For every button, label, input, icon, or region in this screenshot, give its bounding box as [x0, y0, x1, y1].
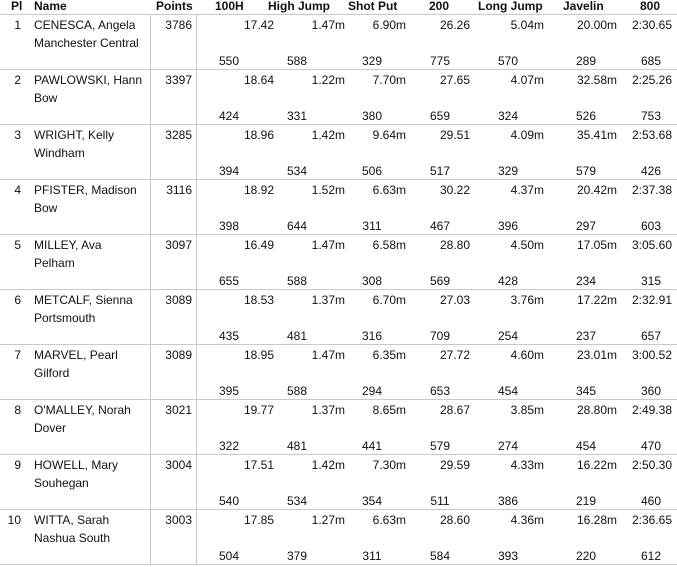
- score-high-jump: 534: [286, 164, 308, 178]
- score-long-jump: 428: [497, 274, 519, 288]
- score-high-jump: 331: [286, 109, 308, 123]
- column-divider: [196, 345, 197, 399]
- score-javelin: 345: [575, 384, 597, 398]
- place: 1: [14, 18, 21, 32]
- score-shot-put: 354: [361, 494, 383, 508]
- mark-800: 2:53.68: [631, 128, 672, 142]
- mark-shot-put: 6.70m: [372, 293, 406, 307]
- table-row: [0, 289, 677, 344]
- row-divider: [0, 344, 677, 345]
- score-high-jump: 481: [286, 439, 308, 453]
- score-100h: 398: [218, 219, 240, 233]
- score-100h: 424: [218, 109, 240, 123]
- score-javelin: 454: [575, 439, 597, 453]
- team-name: Nashua South: [34, 531, 111, 545]
- mark-800: 2:50.30: [631, 458, 672, 472]
- row-divider: [0, 454, 677, 455]
- mark-javelin: 17.05m: [576, 238, 617, 252]
- mark-high-jump: 1.42m: [311, 458, 345, 472]
- mark-shot-put: 7.70m: [372, 73, 406, 87]
- column-divider: [150, 290, 151, 344]
- column-divider: [196, 125, 197, 179]
- mark-800: 3:00.52: [631, 348, 672, 362]
- header-100h: 100H: [215, 0, 244, 13]
- score-200: 775: [429, 54, 451, 68]
- header-javelin: Javelin: [563, 0, 604, 13]
- score-200: 467: [429, 219, 451, 233]
- place: 2: [14, 73, 21, 87]
- score-long-jump: 324: [497, 109, 519, 123]
- athlete-name: O'MALLEY, Norah: [34, 403, 131, 417]
- place: 7: [14, 348, 21, 362]
- score-100h: 655: [218, 274, 240, 288]
- score-javelin: 289: [575, 54, 597, 68]
- score-javelin: 579: [575, 164, 597, 178]
- score-javelin: 526: [575, 109, 597, 123]
- row-divider: [0, 234, 677, 235]
- mark-200: 28.80: [439, 238, 470, 252]
- mark-long-jump: 4.50m: [510, 238, 544, 252]
- mark-long-jump: 4.07m: [510, 73, 544, 87]
- team-name: Souhegan: [34, 476, 89, 490]
- score-long-jump: 274: [497, 439, 519, 453]
- mark-high-jump: 1.52m: [311, 183, 345, 197]
- score-800: 685: [640, 54, 662, 68]
- points: 3003: [165, 513, 192, 527]
- score-shot-put: 294: [361, 384, 383, 398]
- table-row: [0, 69, 677, 124]
- mark-long-jump: 4.09m: [510, 128, 544, 142]
- place: 9: [14, 458, 21, 472]
- score-shot-put: 311: [362, 219, 382, 233]
- table-row: [0, 124, 677, 179]
- place: 4: [14, 183, 21, 197]
- score-shot-put: 506: [361, 164, 383, 178]
- mark-javelin: 23.01m: [576, 348, 617, 362]
- score-long-jump: 454: [497, 384, 519, 398]
- athlete-name: PAWLOWSKI, Hann: [34, 73, 143, 87]
- mark-200: 27.65: [439, 73, 470, 87]
- mark-long-jump: 4.33m: [510, 458, 544, 472]
- score-100h: 395: [218, 384, 240, 398]
- row-divider: [0, 124, 677, 125]
- mark-shot-put: 6.58m: [372, 238, 406, 252]
- mark-800: 3:05.60: [631, 238, 672, 252]
- mark-100h: 19.77: [243, 403, 274, 417]
- mark-200: 30.22: [439, 183, 470, 197]
- mark-high-jump: 1.42m: [311, 128, 345, 142]
- score-long-jump: 329: [497, 164, 519, 178]
- table-row: [0, 14, 677, 69]
- row-divider: [0, 564, 677, 565]
- score-800: 603: [640, 219, 662, 233]
- column-divider: [150, 70, 151, 124]
- header-long-jump: Long Jump: [478, 0, 543, 13]
- team-name: Manchester Central: [34, 36, 139, 50]
- mark-long-jump: 4.36m: [510, 513, 544, 527]
- column-divider: [196, 290, 197, 344]
- mark-javelin: 35.41m: [576, 128, 617, 142]
- score-200: 659: [429, 109, 451, 123]
- score-high-jump: 644: [286, 219, 308, 233]
- score-800: 657: [640, 329, 662, 343]
- score-800: 612: [640, 549, 662, 563]
- score-javelin: 219: [575, 494, 597, 508]
- points: 3089: [165, 293, 192, 307]
- mark-100h: 18.92: [243, 183, 274, 197]
- score-high-jump: 588: [286, 384, 308, 398]
- place: 6: [14, 293, 21, 307]
- column-divider: [150, 235, 151, 289]
- score-long-jump: 254: [497, 329, 519, 343]
- points: 3089: [165, 348, 192, 362]
- mark-100h: 16.49: [243, 238, 274, 252]
- mark-100h: 17.85: [243, 513, 274, 527]
- column-divider: [150, 345, 151, 399]
- score-shot-put: 441: [361, 439, 383, 453]
- mark-shot-put: 6.63m: [372, 183, 406, 197]
- table-header: [0, 0, 677, 14]
- header-place: Pl: [11, 0, 23, 13]
- score-high-jump: 534: [286, 494, 308, 508]
- column-divider: [196, 70, 197, 124]
- score-shot-put: 308: [361, 274, 383, 288]
- table-row: [0, 399, 677, 454]
- score-shot-put: 311: [362, 549, 382, 563]
- header-200: 200: [429, 0, 450, 13]
- athlete-name: HOWELL, Mary: [34, 458, 119, 472]
- points: 3397: [165, 73, 192, 87]
- place: 5: [14, 238, 21, 252]
- score-long-jump: 570: [497, 54, 519, 68]
- score-800: 460: [640, 494, 662, 508]
- score-javelin: 297: [575, 219, 597, 233]
- mark-800: 2:49.38: [631, 403, 672, 417]
- mark-javelin: 20.42m: [576, 183, 617, 197]
- score-long-jump: 396: [497, 219, 519, 233]
- mark-200: 29.51: [439, 128, 470, 142]
- header-points: Points: [156, 0, 193, 13]
- athlete-name: WITTA, Sarah: [34, 513, 110, 527]
- mark-shot-put: 8.65m: [372, 403, 406, 417]
- mark-200: 29.59: [439, 458, 470, 472]
- mark-long-jump: 3.76m: [510, 293, 544, 307]
- athlete-name: MARVEL, Pearl: [34, 348, 118, 362]
- points: 3285: [165, 128, 192, 142]
- score-200: 517: [429, 164, 451, 178]
- score-high-jump: 481: [286, 329, 308, 343]
- column-divider: [150, 15, 151, 69]
- header-name: Name: [34, 0, 67, 13]
- score-100h: 394: [218, 164, 240, 178]
- column-divider: [150, 400, 151, 454]
- column-divider: [196, 510, 197, 564]
- header-high-jump: High Jump: [268, 0, 330, 13]
- column-divider: [196, 235, 197, 289]
- score-100h: 540: [218, 494, 240, 508]
- score-100h: 550: [218, 54, 240, 68]
- row-divider: [0, 179, 677, 180]
- score-200: 584: [429, 549, 451, 563]
- mark-100h: 18.64: [243, 73, 274, 87]
- mark-100h: 18.96: [243, 128, 274, 142]
- mark-100h: 18.95: [243, 348, 274, 362]
- place: 10: [7, 513, 21, 527]
- score-800: 360: [640, 384, 662, 398]
- score-shot-put: 329: [361, 54, 383, 68]
- mark-200: 28.60: [439, 513, 470, 527]
- column-divider: [150, 180, 151, 234]
- mark-long-jump: 4.60m: [510, 348, 544, 362]
- mark-high-jump: 1.27m: [311, 513, 345, 527]
- score-javelin: 220: [575, 549, 597, 563]
- column-divider: [150, 125, 151, 179]
- column-divider: [150, 455, 151, 509]
- table-row: [0, 179, 677, 234]
- row-divider: [0, 14, 677, 15]
- mark-high-jump: 1.37m: [311, 293, 345, 307]
- athlete-name: PFISTER, Madison: [34, 183, 137, 197]
- score-200: 653: [429, 384, 451, 398]
- athlete-name: WRIGHT, Kelly: [34, 128, 115, 142]
- score-200: 569: [429, 274, 451, 288]
- score-800: 315: [640, 274, 662, 288]
- header-800: 800: [640, 0, 661, 13]
- table-row: [0, 454, 677, 509]
- table-row: [0, 344, 677, 399]
- team-name: Bow: [34, 91, 58, 105]
- mark-javelin: 16.22m: [576, 458, 617, 472]
- score-shot-put: 316: [361, 329, 383, 343]
- score-800: 470: [640, 439, 662, 453]
- score-high-jump: 588: [286, 54, 308, 68]
- score-javelin: 234: [575, 274, 597, 288]
- mark-200: 27.72: [439, 348, 470, 362]
- mark-shot-put: 6.63m: [372, 513, 406, 527]
- row-divider: [0, 289, 677, 290]
- row-divider: [0, 509, 677, 510]
- row-divider: [0, 399, 677, 400]
- mark-shot-put: 6.35m: [372, 348, 406, 362]
- mark-200: 26.26: [439, 18, 470, 32]
- team-name: Bow: [34, 201, 58, 215]
- mark-shot-put: 7.30m: [372, 458, 406, 472]
- score-200: 511: [430, 494, 450, 508]
- column-divider: [150, 510, 151, 564]
- table-row: [0, 234, 677, 289]
- points: 3021: [165, 403, 192, 417]
- column-divider: [196, 15, 197, 69]
- score-javelin: 237: [575, 329, 597, 343]
- mark-javelin: 32.58m: [576, 73, 617, 87]
- mark-800: 2:36.65: [631, 513, 672, 527]
- team-name: Gilford: [34, 366, 70, 380]
- mark-high-jump: 1.47m: [311, 18, 345, 32]
- athlete-name: MILLEY, Ava: [34, 238, 102, 252]
- athlete-name: CENESCA, Angela: [34, 18, 136, 32]
- mark-javelin: 20.00m: [576, 18, 617, 32]
- score-100h: 322: [218, 439, 240, 453]
- team-name: Portsmouth: [34, 311, 96, 325]
- team-name: Windham: [34, 146, 85, 160]
- header-shot-put: Shot Put: [348, 0, 398, 13]
- score-800: 426: [640, 164, 662, 178]
- team-name: Dover: [34, 421, 67, 435]
- score-long-jump: 386: [497, 494, 519, 508]
- mark-high-jump: 1.22m: [311, 73, 345, 87]
- score-800: 753: [640, 109, 662, 123]
- mark-800: 2:25.26: [631, 73, 672, 87]
- mark-800: 2:32.91: [631, 293, 672, 307]
- mark-shot-put: 9.64m: [372, 128, 406, 142]
- column-divider: [196, 400, 197, 454]
- place: 3: [14, 128, 21, 142]
- mark-800: 2:30.65: [631, 18, 672, 32]
- mark-100h: 17.42: [243, 18, 274, 32]
- mark-high-jump: 1.47m: [311, 238, 345, 252]
- team-name: Pelham: [34, 256, 75, 270]
- mark-100h: 18.53: [243, 293, 274, 307]
- mark-200: 27.03: [439, 293, 470, 307]
- table-row: [0, 509, 677, 564]
- athlete-name: METCALF, Sienna: [34, 293, 133, 307]
- score-high-jump: 588: [286, 274, 308, 288]
- column-divider: [196, 180, 197, 234]
- mark-javelin: 16.28m: [576, 513, 617, 527]
- mark-100h: 17.51: [243, 458, 274, 472]
- mark-long-jump: 4.37m: [510, 183, 544, 197]
- mark-high-jump: 1.47m: [311, 348, 345, 362]
- mark-long-jump: 3.85m: [510, 403, 544, 417]
- score-100h: 435: [218, 329, 240, 343]
- points: 3097: [165, 238, 192, 252]
- row-divider: [0, 69, 677, 70]
- points: 3004: [165, 458, 192, 472]
- score-shot-put: 380: [361, 109, 383, 123]
- place: 8: [14, 403, 21, 417]
- score-200: 709: [429, 329, 451, 343]
- points: 3786: [165, 18, 192, 32]
- score-high-jump: 379: [286, 549, 308, 563]
- mark-long-jump: 5.04m: [510, 18, 544, 32]
- mark-javelin: 17.22m: [576, 293, 617, 307]
- mark-high-jump: 1.37m: [311, 403, 345, 417]
- points: 3116: [166, 183, 192, 197]
- mark-800: 2:37.38: [631, 183, 672, 197]
- score-200: 579: [429, 439, 451, 453]
- mark-200: 28.67: [439, 403, 470, 417]
- column-divider: [196, 455, 197, 509]
- score-100h: 504: [218, 549, 240, 563]
- mark-javelin: 28.80m: [576, 403, 617, 417]
- mark-shot-put: 6.90m: [372, 18, 406, 32]
- score-long-jump: 393: [497, 549, 519, 563]
